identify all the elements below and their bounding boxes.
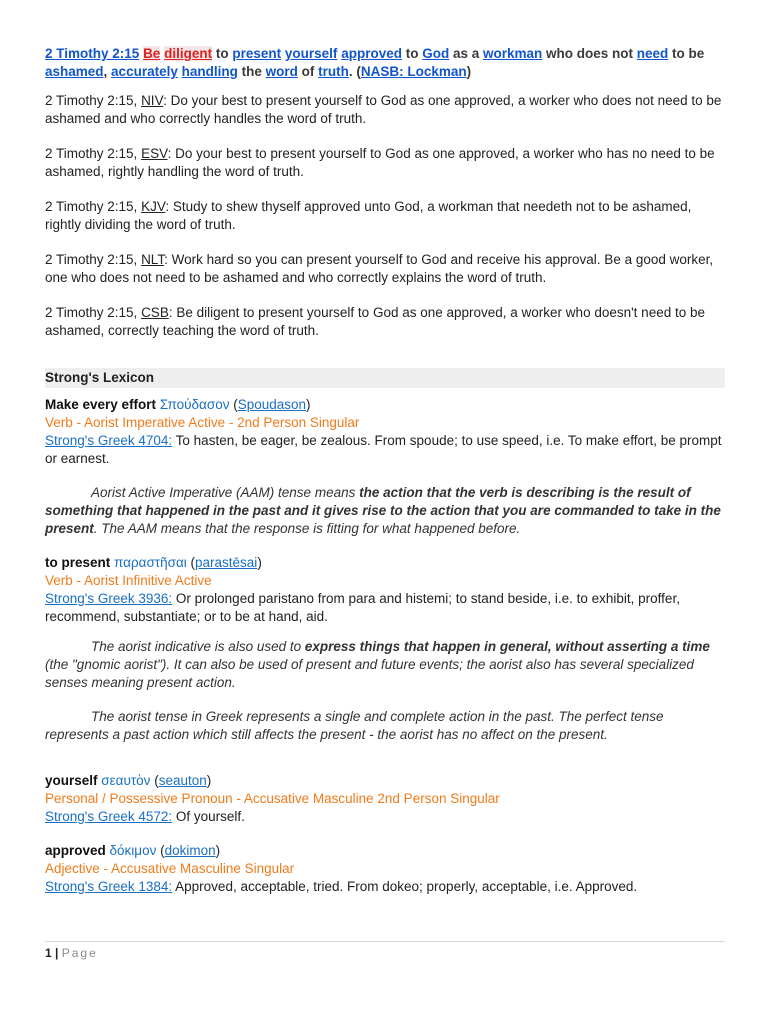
entry-parsing: Verb - Aorist Infinitive Active	[45, 573, 212, 588]
version-link-csb[interactable]: CSB	[141, 305, 169, 320]
translation-csb: 2 Timothy 2:15, CSB: Be diligent to present yourself to God as one approved, a worker who doesn't need to be ashamed, correctly teaching the word of truth.	[45, 305, 705, 338]
word-link-ashamed[interactable]: ashamed	[45, 64, 104, 79]
entry-greek: δόκιμον	[109, 843, 157, 858]
entry-greek: Σπούδασον	[159, 397, 230, 412]
page-content	[45, 45, 725, 912]
transliteration-link[interactable]: parastēsai	[195, 555, 258, 570]
entry-parsing: Adjective - Accusative Masculine Singular	[45, 861, 295, 876]
entry-parsing: Verb - Aorist Imperative Active - 2nd Person Singular	[45, 415, 360, 430]
version-link-niv[interactable]: NIV	[141, 93, 164, 108]
verse-ref-link[interactable]: 2 Timothy 2:15	[45, 46, 140, 61]
verse-heading: 2 Timothy 2:15 Be diligent to present yourself approved to God as a workman who does not need to be ashamed, accurately handling the word of truth. (NASB: Lockman)	[45, 46, 705, 79]
translation-kjv: 2 Timothy 2:15, KJV: Study to shew thyself approved unto God, a workman that needeth not to be ashamed, rightly dividing the word of truth.	[45, 199, 692, 232]
word-link-accurately[interactable]: accurately	[111, 64, 178, 79]
nasb-lockman-link[interactable]: NASB: Lockman	[360, 64, 467, 79]
entry-word: approved	[45, 843, 106, 858]
page-footer	[45, 946, 98, 960]
footer-divider	[45, 941, 725, 942]
entry-word: yourself	[45, 773, 98, 788]
aam-note: Aorist Active Imperative (AAM) tense means the action that the verb is describing is the result of something that happened in the past and it gives rise to the action that you are commanded to take in the present. The AAM means that the response is fitting for what happened before.	[45, 485, 721, 536]
word-link-present[interactable]: present	[232, 46, 282, 61]
entry-definition: Approved, acceptable, tried. From dokeo; properly, acceptable, i.e. Approved.	[172, 879, 638, 894]
strongs-link[interactable]: Strong's Greek 4572:	[45, 809, 173, 824]
aorist-tense-note: The aorist tense in Greek represents a single and complete action in the past. The perfect tense represents a past action which still affects the present - the aorist has no affect on the present.	[45, 709, 664, 742]
entry-word: to present	[45, 555, 111, 570]
transliteration-link[interactable]: dokimon	[164, 843, 216, 858]
word-link-yourself[interactable]: yourself	[284, 46, 338, 61]
word-link-workman[interactable]: workman	[482, 46, 543, 61]
word-link-handling[interactable]: handling	[181, 64, 238, 79]
page-label: Page	[61, 946, 98, 960]
entry-word: Make every effort	[45, 397, 157, 412]
gnomic-aorist-note: The aorist indicative is also used to express things that happen in general, without asserting a time (the "gnomic aorist"). It can also be used of present and future events; the aorist also has several specialized senses meaning present action.	[45, 639, 710, 690]
translation-esv: 2 Timothy 2:15, ESV: Do your best to present yourself to God as one approved, a worker who has no need to be ashamed, rightly handling the word of truth.	[45, 146, 715, 179]
word-link-diligent[interactable]: diligent	[164, 46, 213, 61]
translation-niv: 2 Timothy 2:15, NIV: Do your best to present yourself to God as one approved, a worker who does not need to be ashamed and who correctly handles the word of truth.	[45, 93, 722, 126]
entry-greek: παραστῆσαι	[114, 555, 187, 570]
entry-definition: To hasten, be eager, be zealous. From spoude; to use speed, i.e. To make effort, be prompt or earnest.	[45, 433, 722, 466]
word-link-god[interactable]: God	[422, 46, 450, 61]
word-link-truth[interactable]: truth	[318, 64, 349, 79]
word-link-need[interactable]: need	[636, 46, 669, 61]
lexicon-entry-make-every-effort: Make every effort Σπούδασον (Spoudason) Verb - Aorist Imperative Active - 2nd Person Singular Strong's Greek 4704: To hasten, be eager, be zealous. From spoude; to use speed, i.e. To make effort, be prompt or earnest.	[45, 396, 725, 468]
word-link-word[interactable]: word	[265, 64, 298, 79]
transliteration-link[interactable]: seauton	[158, 773, 207, 788]
footer-separator: |	[55, 946, 59, 960]
version-link-kjv[interactable]: KJV	[141, 199, 166, 214]
lexicon-entry-to-present: to present παραστῆσαι (parastēsai) Verb - Aorist Infinitive Active Strong's Greek 3936: Or prolonged paristano from para and histemi; to stand beside, i.e. to exhibit, proffer, recommend, substantiate; or to be at hand, aid.	[45, 554, 725, 626]
entry-definition: Or prolonged paristano from para and histemi; to stand beside, i.e. to exhibit, proffer, recommend, substantiate; or to be at hand, aid.	[45, 591, 680, 624]
transliteration-link[interactable]: Spoudason	[237, 397, 307, 412]
entry-greek: σεαυτὸν	[101, 773, 151, 788]
strongs-link[interactable]: Strong's Greek 1384:	[45, 879, 173, 894]
page-number: 1	[45, 946, 52, 960]
translation-nlt: 2 Timothy 2:15, NLT: Work hard so you can present yourself to God and receive his approval. Be a good worker, one who does not need to be ashamed and who correctly explains the word of truth.	[45, 252, 714, 285]
lexicon-entry-yourself: yourself σεαυτὸν (seauton) Personal / Possessive Pronoun - Accusative Masculine 2nd Person Singular Strong's Greek 4572: Of yourself.	[45, 772, 725, 826]
entry-parsing: Personal / Possessive Pronoun - Accusative Masculine 2nd Person Singular	[45, 791, 500, 806]
word-link-approved[interactable]: approved	[341, 46, 402, 61]
strongs-link[interactable]: Strong's Greek 4704:	[45, 433, 173, 448]
version-link-esv[interactable]: ESV	[141, 146, 168, 161]
lexicon-entry-approved: approved δόκιμον (dokimon) Adjective - Accusative Masculine Singular Strong's Greek 1384: Approved, acceptable, tried. From dokeo; properly, acceptable, i.e. Approved.	[45, 842, 725, 896]
lexicon-heading: Strong's Lexicon	[45, 368, 725, 388]
entry-definition: Of yourself.	[172, 809, 245, 824]
version-link-nlt[interactable]: NLT	[141, 252, 165, 267]
strongs-link[interactable]: Strong's Greek 3936:	[45, 591, 173, 606]
word-link-be[interactable]: Be	[143, 46, 161, 61]
